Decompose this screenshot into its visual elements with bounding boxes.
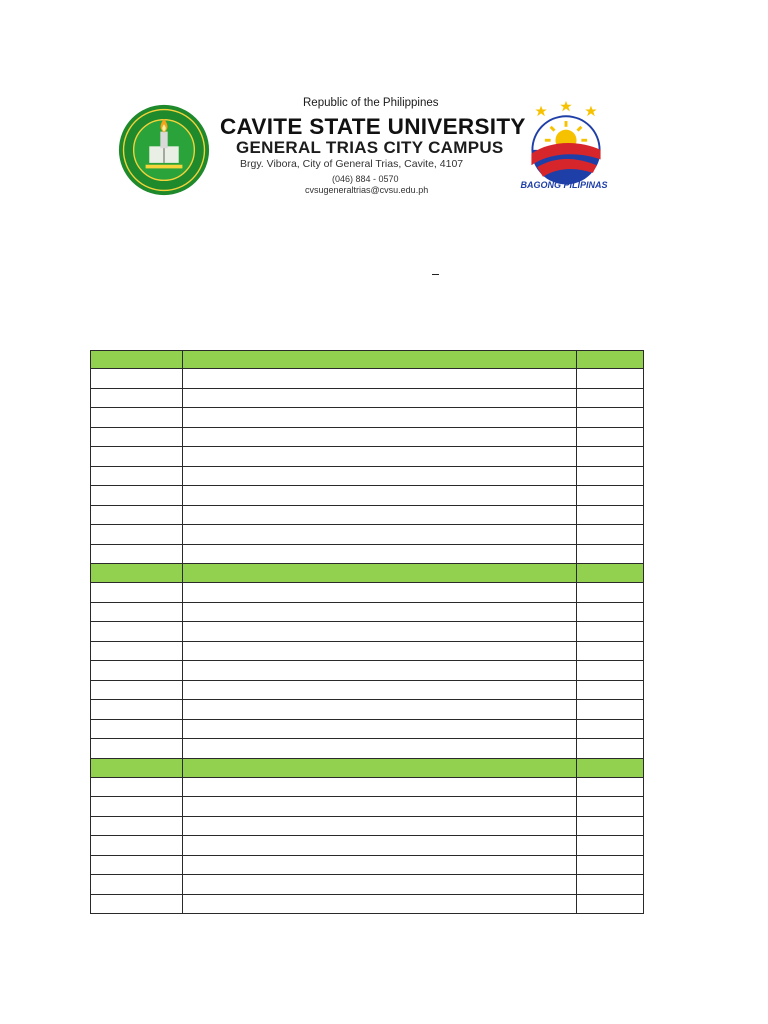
table-cell-1 xyxy=(90,545,183,563)
table-cell-1 xyxy=(90,369,183,387)
campus-phone: (046) 884 - 0570 xyxy=(332,174,399,184)
letterhead xyxy=(0,0,768,215)
table-cell-3 xyxy=(577,564,644,582)
table-row xyxy=(90,681,644,700)
table-cell-3 xyxy=(577,759,644,777)
table-cell-3 xyxy=(577,817,644,835)
table-cell-2 xyxy=(183,467,577,485)
table-cell-1 xyxy=(90,642,183,660)
table-cell-2 xyxy=(183,681,577,699)
table-cell-2 xyxy=(183,739,577,757)
table-cell-2 xyxy=(183,583,577,601)
table-cell-1 xyxy=(90,836,183,854)
table-cell-1 xyxy=(90,895,183,913)
section-header-row xyxy=(90,350,644,369)
table-cell-3 xyxy=(577,506,644,524)
underline-mark xyxy=(432,274,439,275)
table-cell-2 xyxy=(183,700,577,718)
table-row xyxy=(90,486,644,505)
table-cell-1 xyxy=(90,681,183,699)
campus-email: cvsugeneraltrias@cvsu.edu.ph xyxy=(305,185,429,195)
table-cell-1 xyxy=(90,603,183,621)
table-cell-1 xyxy=(90,856,183,874)
table-cell-2 xyxy=(183,545,577,563)
university-name: CAVITE STATE UNIVERSITY xyxy=(220,114,526,139)
table-cell-3 xyxy=(577,797,644,815)
table-row xyxy=(90,856,644,875)
table-row xyxy=(90,720,644,739)
section-header-row xyxy=(90,564,644,583)
table-cell-3 xyxy=(577,642,644,660)
table-cell-1 xyxy=(90,583,183,601)
form-table xyxy=(90,350,644,914)
table-cell-2 xyxy=(183,506,577,524)
table-cell-2 xyxy=(183,622,577,640)
table-cell-1 xyxy=(90,759,183,777)
table-row xyxy=(90,661,644,680)
table-cell-3 xyxy=(577,856,644,874)
table-cell-1 xyxy=(90,525,183,543)
table-cell-2 xyxy=(183,778,577,796)
table-cell-2 xyxy=(183,389,577,407)
table-cell-3 xyxy=(577,486,644,504)
table-cell-1 xyxy=(90,506,183,524)
table-cell-2 xyxy=(183,351,577,368)
table-row xyxy=(90,817,644,836)
table-row xyxy=(90,467,644,486)
table-cell-1 xyxy=(90,447,183,465)
table-row xyxy=(90,408,644,427)
section-header-row xyxy=(90,759,644,778)
table-cell-2 xyxy=(183,875,577,893)
table-cell-2 xyxy=(183,895,577,913)
table-cell-1 xyxy=(90,661,183,679)
table-cell-2 xyxy=(183,661,577,679)
table-cell-1 xyxy=(90,720,183,738)
table-cell-2 xyxy=(183,642,577,660)
table-cell-3 xyxy=(577,428,644,446)
table-cell-1 xyxy=(90,700,183,718)
table-cell-2 xyxy=(183,836,577,854)
table-row xyxy=(90,622,644,641)
table-cell-2 xyxy=(183,759,577,777)
table-row xyxy=(90,545,644,564)
table-row xyxy=(90,506,644,525)
table-cell-1 xyxy=(90,467,183,485)
table-cell-3 xyxy=(577,622,644,640)
table-cell-2 xyxy=(183,856,577,874)
table-cell-1 xyxy=(90,875,183,893)
table-cell-1 xyxy=(90,797,183,815)
university-seal-icon xyxy=(118,104,210,196)
table-row xyxy=(90,447,644,466)
table-cell-3 xyxy=(577,739,644,757)
table-cell-3 xyxy=(577,408,644,426)
table-cell-2 xyxy=(183,428,577,446)
table-row xyxy=(90,642,644,661)
table-row xyxy=(90,428,644,447)
table-cell-1 xyxy=(90,486,183,504)
campus-address: Brgy. Vibora, City of General Trias, Cavite, 4107 xyxy=(240,158,464,170)
table-cell-2 xyxy=(183,486,577,504)
table-cell-3 xyxy=(577,447,644,465)
table-cell-2 xyxy=(183,603,577,621)
table-cell-3 xyxy=(577,875,644,893)
table-cell-3 xyxy=(577,351,644,368)
table-cell-3 xyxy=(577,389,644,407)
table-row xyxy=(90,583,644,602)
table-cell-3 xyxy=(577,603,644,621)
table-cell-3 xyxy=(577,836,644,854)
table-cell-2 xyxy=(183,797,577,815)
table-cell-2 xyxy=(183,564,577,582)
table-cell-2 xyxy=(183,720,577,738)
table-row xyxy=(90,875,644,894)
table-cell-2 xyxy=(183,369,577,387)
table-cell-1 xyxy=(90,622,183,640)
table-cell-3 xyxy=(577,895,644,913)
table-cell-3 xyxy=(577,681,644,699)
table-row xyxy=(90,836,644,855)
table-cell-3 xyxy=(577,369,644,387)
table-cell-1 xyxy=(90,817,183,835)
table-row xyxy=(90,739,644,758)
table-row xyxy=(90,797,644,816)
table-row xyxy=(90,389,644,408)
bagong-pilipinas-label: BAGONG PILIPINAS xyxy=(520,180,608,190)
republic-label: Republic of the Philippines xyxy=(303,97,439,109)
table-row xyxy=(90,369,644,388)
table-cell-1 xyxy=(90,739,183,757)
table-cell-2 xyxy=(183,447,577,465)
table-cell-3 xyxy=(577,545,644,563)
table-row xyxy=(90,603,644,622)
table-cell-3 xyxy=(577,778,644,796)
table-cell-3 xyxy=(577,661,644,679)
table-cell-3 xyxy=(577,720,644,738)
table-cell-3 xyxy=(577,583,644,601)
table-row xyxy=(90,895,644,914)
table-cell-2 xyxy=(183,817,577,835)
table-cell-3 xyxy=(577,467,644,485)
table-cell-1 xyxy=(90,428,183,446)
table-cell-3 xyxy=(577,525,644,543)
table-cell-3 xyxy=(577,700,644,718)
table-cell-1 xyxy=(90,778,183,796)
table-cell-1 xyxy=(90,408,183,426)
table-row xyxy=(90,778,644,797)
table-cell-1 xyxy=(90,389,183,407)
table-cell-1 xyxy=(90,564,183,582)
table-cell-2 xyxy=(183,408,577,426)
table-row xyxy=(90,700,644,719)
table-cell-1 xyxy=(90,351,183,368)
table-row xyxy=(90,525,644,544)
campus-name: GENERAL TRIAS CITY CAMPUS xyxy=(236,138,504,157)
table-cell-2 xyxy=(183,525,577,543)
